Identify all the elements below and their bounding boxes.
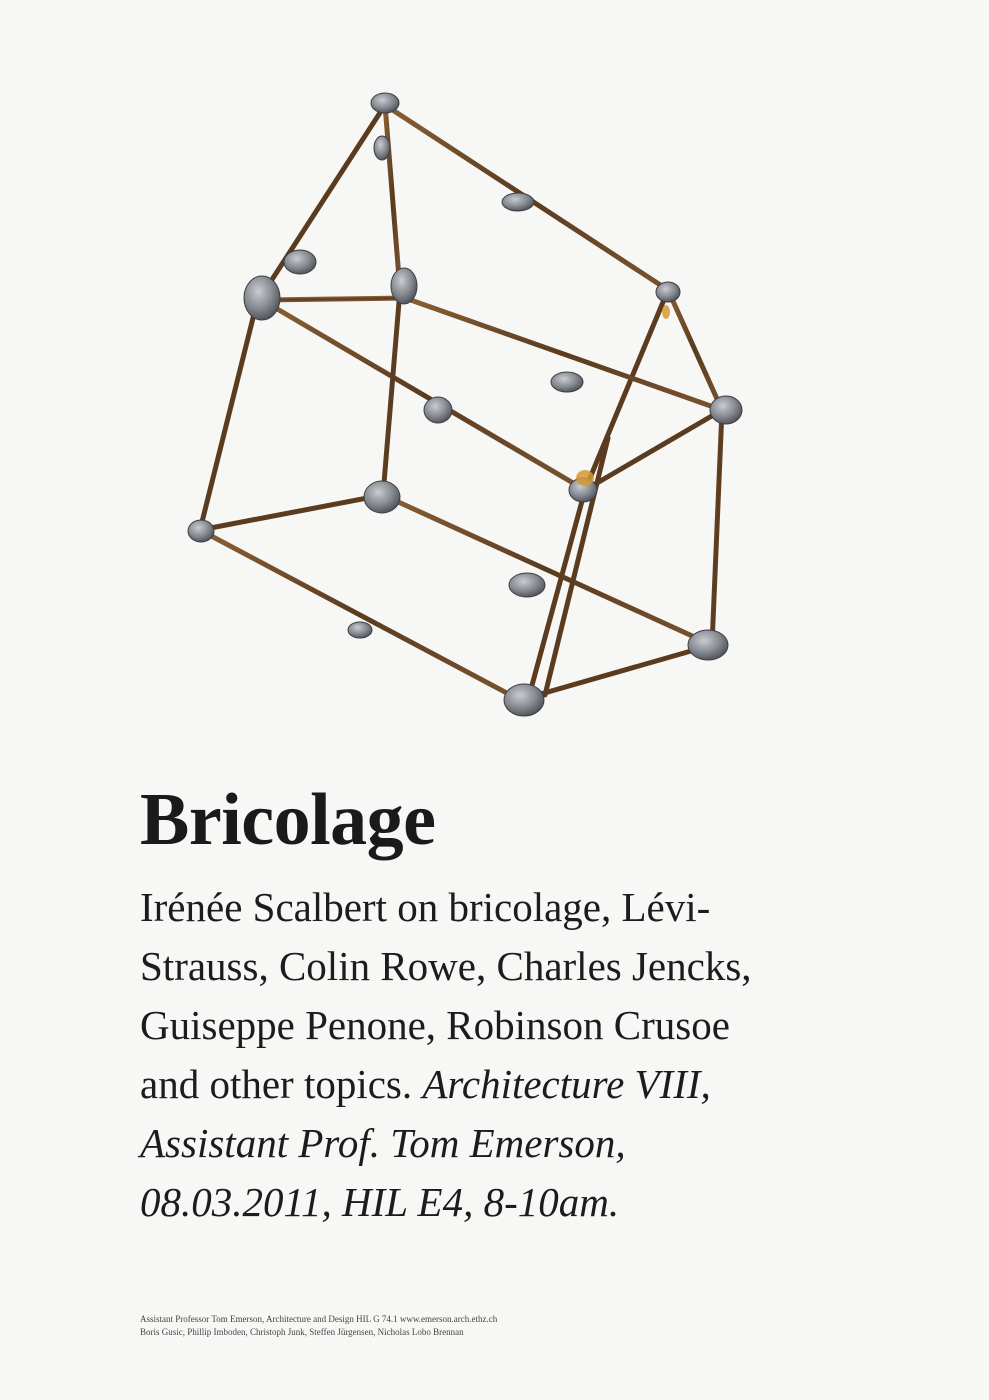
description-line-1: Irénée Scalbert on bricolage, Lévi-	[140, 884, 711, 930]
description-line-4	[140, 1055, 920, 1114]
credits-line-2: Boris Gusic, Phillip Imboden, Christoph Junk, Steffen Jürgensen, Nicholas Lobo Brennan	[140, 1327, 464, 1337]
bricolage-house-sculpture-image	[170, 70, 770, 750]
description-line-2: Strauss, Colin Rowe, Charles Jencks,	[140, 943, 752, 989]
poster-title: Bricolage	[140, 779, 436, 861]
description-line-5: Assistant Prof. Tom Emerson,	[140, 1120, 626, 1166]
credits	[140, 1313, 497, 1339]
event-date-location: 08.03.2011, HIL E4, 8-10am.	[140, 1179, 620, 1225]
description-line-4-plain: and other topics.	[140, 1061, 423, 1107]
lecture-description	[140, 878, 920, 1232]
credits-line-1: Assistant Professor Tom Emerson, Architecture and Design HIL G 74.1 www.emerson.arch.ethz.ch	[140, 1314, 498, 1324]
description-line-3: Guiseppe Penone, Robinson Crusoe	[140, 1002, 730, 1048]
rods	[200, 105, 722, 700]
course-name: Architecture VIII,	[422, 1061, 711, 1107]
